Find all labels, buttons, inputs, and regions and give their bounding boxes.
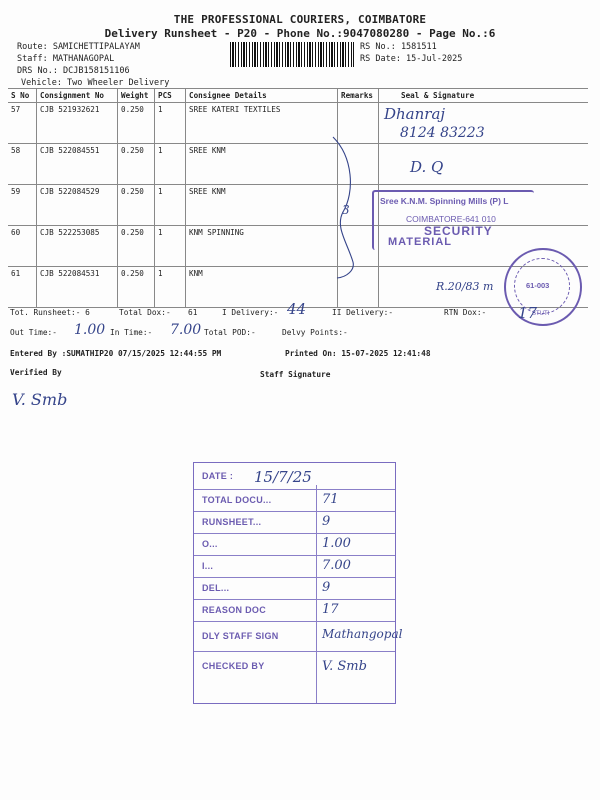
pod-label: I...	[202, 561, 214, 571]
rs-date: RS Date: 15-Jul-2025	[360, 54, 463, 64]
total-dox-value: 61	[188, 308, 198, 317]
stamp-company-name: Sree K.N.M. Spinning Mills (P) L	[380, 196, 509, 206]
i-delivery-label: I Delivery:-	[222, 308, 279, 317]
cell-weight: 0.250	[118, 185, 155, 226]
table-row	[8, 103, 588, 144]
cell-sno: 58	[8, 144, 37, 185]
runsheet-title: Delivery Runsheet - P20 - Phone No.:9047080280 - Page No.:6	[104, 27, 496, 40]
rs-info	[360, 41, 462, 65]
col-remarks: Remarks	[338, 89, 379, 103]
pod-row	[194, 621, 403, 652]
pod-value: 1.00	[322, 536, 351, 551]
company-title: THE PROFESSIONAL COURIERS, COIMBATORE	[173, 13, 427, 26]
cell-weight: 0.250	[118, 144, 155, 185]
pod-value: 71	[322, 492, 339, 507]
rs-no: RS No.: 1581511	[360, 42, 437, 52]
table-header	[8, 89, 588, 103]
ii-delivery-label: II Delivery:-	[332, 308, 394, 317]
round-seal	[504, 248, 582, 326]
col-consignment: Consignment No	[37, 89, 118, 103]
cell-weight: 0.250	[118, 226, 155, 267]
cell-pcs: 1	[155, 267, 186, 308]
pod-label: DLY STAFF SIGN	[202, 631, 279, 641]
cell-pcs: 1	[155, 226, 186, 267]
cell-consignment: CJB 522084531	[37, 267, 118, 308]
cell-pcs: 1	[155, 103, 186, 144]
total-pod-label: Total POD:-	[204, 328, 256, 337]
cell-pcs: 1	[155, 144, 186, 185]
printed-on: Printed On: 15-07-2025 12:41:48	[285, 349, 431, 358]
pod-label: RUNSHEET...	[202, 517, 262, 527]
cell-consignee: KNM	[186, 267, 338, 308]
pod-date-label: DATE :	[202, 471, 234, 481]
in-time-value: 7.00	[170, 322, 202, 338]
company-stamp	[372, 190, 534, 250]
pod-value: 7.00	[322, 558, 351, 573]
cell-sno: 60	[8, 226, 37, 267]
pod-date-value: 15/7/25	[254, 468, 312, 486]
pod-row	[194, 577, 395, 600]
rtn-dox-label: RTN Dox:-	[444, 308, 487, 317]
col-consignee: Consignee Details	[186, 89, 338, 103]
pod-label: DEL...	[202, 583, 230, 593]
verified-signature: V. Smb	[12, 390, 68, 409]
cell-consignment: CJB 522253085	[37, 226, 118, 267]
pod-value: Mathangopal	[322, 627, 403, 641]
pod-label: CHECKED BY	[202, 661, 265, 671]
tot-runsheet: Tot. Runsheet:- 6	[10, 308, 90, 317]
col-sno: S No	[8, 89, 37, 103]
pod-date-row	[194, 463, 395, 490]
pod-label: O...	[202, 539, 218, 549]
handwritten-signature-name: Dhanraj	[384, 105, 446, 123]
cell-consignee: SREE KATERI TEXTILES	[186, 103, 338, 144]
pod-value: 9	[322, 514, 331, 529]
handwritten-date-note: R.20/83 m	[436, 280, 494, 293]
in-time-label: In Time:-	[110, 328, 153, 337]
pod-label: REASON DOC	[202, 605, 267, 615]
cell-sno: 57	[8, 103, 37, 144]
barcode	[230, 42, 354, 67]
table-row	[8, 144, 588, 185]
pod-value: V. Smb	[322, 659, 367, 674]
pod-row	[194, 489, 395, 512]
pod-divider	[316, 485, 317, 703]
cell-consignment: CJB 521932621	[37, 103, 118, 144]
total-dox-label: Total Dox:-	[119, 308, 171, 317]
out-time-label: Out Time:-	[10, 328, 57, 337]
cell-sno: 61	[8, 267, 37, 308]
out-time-value: 1.00	[74, 322, 106, 338]
pod-row	[194, 555, 395, 578]
pod-row	[194, 651, 395, 681]
verified-by-label: Verified By	[10, 368, 62, 377]
pod-row	[194, 533, 395, 556]
col-pcs: PCS	[155, 89, 186, 103]
cell-consignee: SREE KNM	[186, 144, 338, 185]
pod-value: 17	[322, 602, 339, 617]
col-weight: Weight	[118, 89, 155, 103]
cell-consignment: CJB 522084551	[37, 144, 118, 185]
handwritten-count: 3	[342, 203, 350, 217]
pod-row	[194, 511, 395, 534]
i-delivery-value: 44	[287, 300, 307, 318]
pod-stamp	[193, 462, 403, 704]
seal-outer-text: STUTI	[532, 311, 550, 317]
rtn-dox-value: 17	[518, 304, 538, 322]
cell-consignee: KNM SPINNING	[186, 226, 338, 267]
stamp-security: SECURITY	[424, 224, 493, 238]
seal-center-text: 61-003	[526, 281, 550, 290]
vehicle: Vehicle: Two Wheeler Delivery	[21, 78, 170, 88]
cell-pcs: 1	[155, 185, 186, 226]
handwritten-phone: 8124 83223	[400, 125, 485, 141]
entered-by: Entered By :SUMATHIP20 07/15/2025 12:44:55 PM	[10, 349, 222, 358]
pod-row	[194, 599, 395, 622]
delvy-points-label: Delvy Points:-	[282, 328, 348, 337]
stamp-material: MATERIAL	[388, 236, 453, 248]
cell-consignment: CJB 522084529	[37, 185, 118, 226]
col-seal: Seal & Signature	[379, 89, 589, 103]
stamp-city: COIMBATORE-641 010	[406, 214, 496, 224]
cell-weight: 0.250	[118, 267, 155, 308]
handwritten-initials: D. Q	[410, 158, 444, 176]
staff-signature-label: Staff Signature	[260, 370, 331, 379]
route: Route: SAMICHETTIPALAYAM	[17, 42, 140, 52]
cell-weight: 0.250	[118, 103, 155, 144]
route-info	[17, 41, 169, 89]
pod-label: TOTAL DOCU...	[202, 495, 272, 505]
drs-no: DRS No.: DCJB158151106	[17, 66, 130, 76]
staff: Staff: MATHANAGOPAL	[17, 54, 115, 64]
cell-consignee: SREE KNM	[186, 185, 338, 226]
cell-sno: 59	[8, 185, 37, 226]
pod-value: 9	[322, 580, 331, 595]
